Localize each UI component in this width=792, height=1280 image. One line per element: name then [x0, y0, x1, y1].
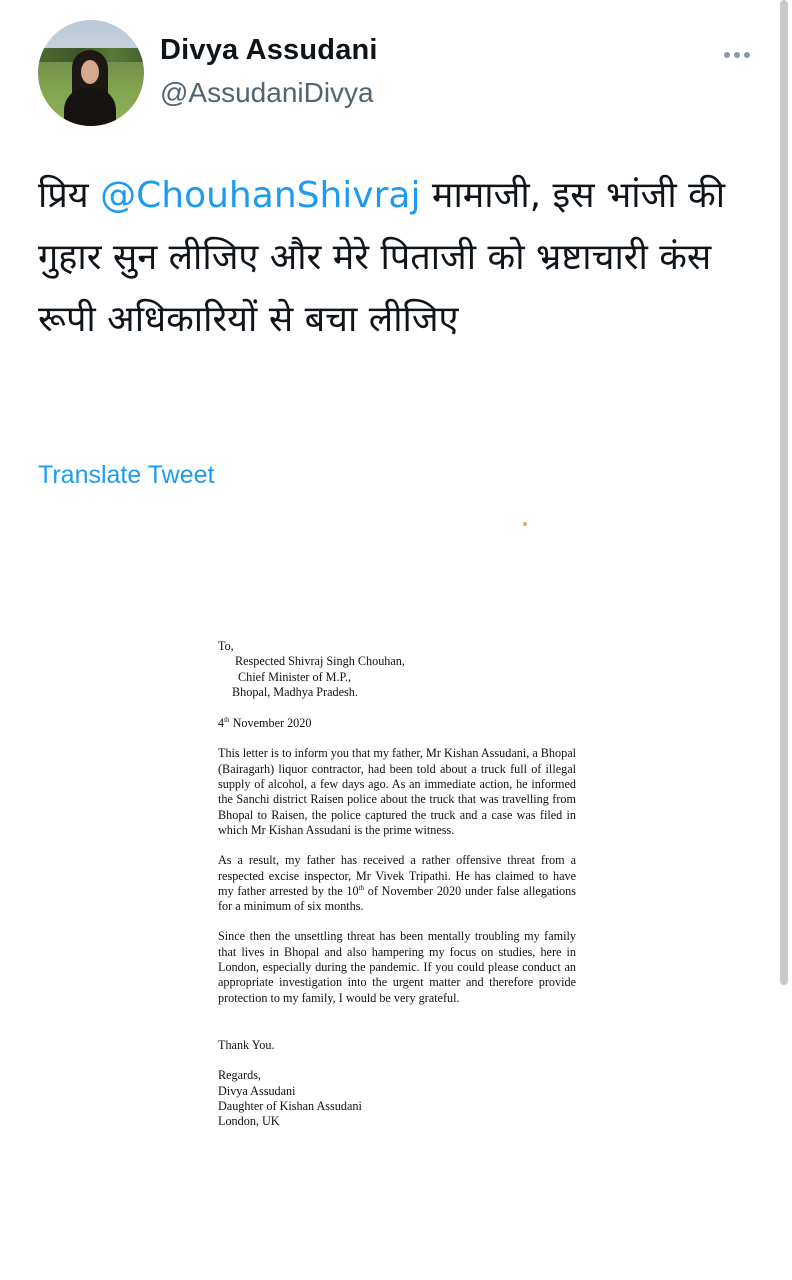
avatar[interactable] — [38, 20, 144, 126]
letter-location: Bhopal, Madhya Pradesh. — [232, 684, 358, 699]
display-name[interactable]: Divya Assudani — [160, 34, 378, 66]
letter-signer-location: London, UK — [218, 1114, 280, 1129]
translate-tweet-link[interactable]: Translate Tweet — [38, 461, 215, 489]
letter-relation: Daughter of Kishan Assudani — [218, 1098, 362, 1113]
letter-date-rest: November 2020 — [229, 716, 312, 731]
letter-signer: Divya Assudani — [218, 1083, 296, 1098]
letter-date-suffix: th — [224, 716, 230, 725]
letter-paragraph-2-end: of November 2020 under false allegations for a minimum of six months. — [218, 883, 576, 914]
letter-to: To, — [218, 639, 234, 653]
more-options-button[interactable] — [720, 40, 754, 66]
letter-paragraph-2-sup: th — [358, 883, 364, 892]
tweet-text-start: प्रिय — [38, 175, 101, 216]
tweet-text — [38, 165, 753, 351]
letter-regards: Regards, — [218, 1068, 261, 1083]
user-handle[interactable]: @AssudaniDivya — [160, 77, 374, 108]
avatar-body — [64, 88, 116, 126]
letter-paragraph-2-start: As a result, my father has received a rather offensive threat from a respected excise inspector, Mr Vivek Tripathi. He has claimed to have my father arrested by the 10 — [218, 853, 576, 898]
letter-thanks: Thank You. — [218, 1037, 275, 1052]
letter-date-day: 4 — [218, 716, 225, 731]
more-dot-icon — [724, 52, 730, 58]
letter-date — [218, 716, 576, 731]
letter-addressee: Respected Shivraj Singh Chouhan, — [235, 654, 405, 669]
decorative-dot — [523, 522, 527, 526]
scrollbar[interactable] — [780, 0, 788, 985]
avatar-face — [81, 60, 99, 84]
tweet-text-end: मामाजी, इस भांजी की गुहार सुन लीजिए और मेरे पिताजी को भ्रष्टाचारी कंस रूपी अधिकारियों से बचा लीजिए — [38, 175, 726, 340]
letter-paragraph-1: This letter is to inform you that my father, Mr Kishan Assudani, a Bhopal (Bairagarh) liquor contractor, had been told about a truck full of illegal supply of alcohol, a few days ago. As an immediate action, he informed the Sanchi district Raisen police about the truck that was travelling from Bhopal to Raisen, the police captured the truck and a case was filed in which Mr Kishan Assudani is the prime witness. — [218, 746, 576, 837]
more-dot-icon — [744, 52, 750, 58]
mention-link[interactable]: @ChouhanShivraj — [100, 175, 421, 216]
letter-image — [218, 639, 576, 1129]
letter-paragraph-2 — [218, 853, 576, 914]
more-dot-icon — [734, 52, 740, 58]
letter-position: Chief Minister of M.P., — [238, 669, 352, 684]
letter-paragraph-3: Since then the unsettling threat has been mentally troubling my family that lives in Bhopal and also hampering my focus on studies, here in London, especially during the pandemic. If you could please conduct an appropriate investigation into the urgent matter and therefore provide protection to my family, I would be very grateful. — [218, 929, 576, 1005]
